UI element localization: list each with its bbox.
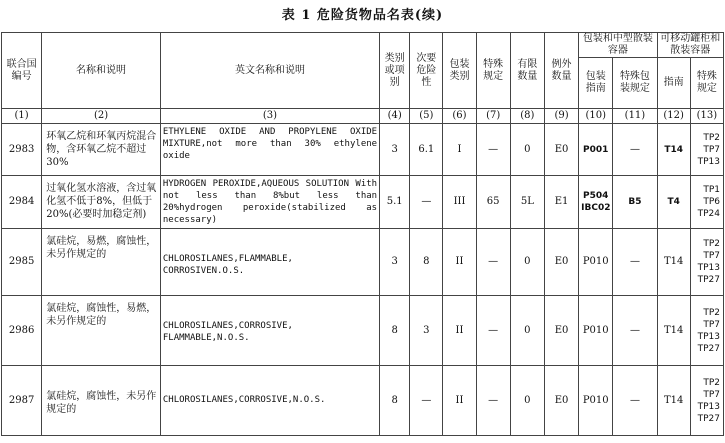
- col-number: (2): [42, 109, 161, 124]
- special-provision: —: [476, 229, 510, 296]
- table-row: [2, 296, 724, 366]
- un-number: 2984: [2, 176, 42, 229]
- header-class: 类别或项别: [380, 33, 410, 109]
- excepted-quantity: E0: [544, 296, 578, 366]
- class: 5.1: [380, 176, 410, 229]
- sub-risk: —: [410, 366, 443, 436]
- special-packing: —: [613, 229, 657, 296]
- tank-instruction: T14: [657, 124, 690, 176]
- name-en: CHLOROSILANES,CORROSIVE,N.O.S.: [160, 366, 379, 436]
- name-zh: 过氧化氢水溶液，含过氧化氢不低于8%，但低于20%(必要时加稳定剂): [42, 176, 161, 229]
- sub-risk: 8: [410, 229, 443, 296]
- excepted-quantity: E0: [544, 229, 578, 296]
- class: 8: [380, 296, 410, 366]
- header-special-provisions: 特殊规定: [476, 33, 510, 109]
- tank-special: TP2 TP7 TP13 TP27: [690, 229, 723, 296]
- un-number: 2987: [2, 366, 42, 436]
- special-provision: —: [476, 124, 510, 176]
- dangerous-goods-table: [1, 32, 724, 436]
- col-number: (4): [380, 109, 410, 124]
- name-zh: 环氧乙烷和环氧丙烷混合物，含环氧乙烷不超过30%: [42, 124, 161, 176]
- header-limited-quantity: 有限数量: [510, 33, 544, 109]
- limited-quantity: 0: [510, 124, 544, 176]
- limited-quantity: 0: [510, 296, 544, 366]
- limited-quantity: 0: [510, 366, 544, 436]
- tank-special: TP1 TP6 TP24: [690, 176, 723, 229]
- col-number: (11): [613, 109, 657, 124]
- special-packing: —: [613, 296, 657, 366]
- name-en: ETHYLENE OXIDE AND PROPYLENE OXIDE MIXTURE,not more than 30% ethylene oxide: [160, 124, 379, 176]
- packing-group: III: [443, 176, 476, 229]
- special-packing: —: [613, 366, 657, 436]
- name-zh: 氯硅烷，腐蚀性，未另作规定的: [42, 366, 161, 436]
- sub-risk: 3: [410, 296, 443, 366]
- excepted-quantity: E0: [544, 124, 578, 176]
- table-title: 表 1 危险货物品名表(续): [281, 8, 444, 23]
- special-packing: B5: [613, 176, 657, 229]
- packing-instruction: P504 IBC02: [579, 176, 613, 229]
- name-zh: 氯硅烷，易燃，腐蚀性，未另作规定的: [42, 229, 161, 296]
- tank-special: TP2 TP7 TP13: [690, 124, 723, 176]
- excepted-quantity: E1: [544, 176, 578, 229]
- packing-group: II: [443, 296, 476, 366]
- packing-instruction: P001: [579, 124, 613, 176]
- header-tank-special: 特殊规定: [690, 58, 723, 109]
- col-number: (7): [476, 109, 510, 124]
- col-number: (3): [160, 109, 379, 124]
- header-sub-risk: 次要危险性: [410, 33, 443, 109]
- col-number: (5): [410, 109, 443, 124]
- header-name-en: 英文名称和说明: [160, 33, 379, 109]
- col-number: (8): [510, 109, 544, 124]
- table-row: [2, 124, 724, 176]
- name-zh: 氯硅烷，腐蚀性，易燃，未另作规定的: [42, 296, 161, 366]
- header-excepted-quantity: 例外数量: [544, 33, 578, 109]
- table-row: [2, 176, 724, 229]
- name-en: HYDROGEN PEROXIDE,AQUEOUS SOLUTION With not less than 8%but less than 20%hydrogen peroxide(stabilized as necessary): [160, 176, 379, 229]
- packing-instruction: P010: [579, 229, 613, 296]
- header-packing-instruction: 包装指南: [579, 58, 613, 109]
- header-un-no: 联合国编号: [2, 33, 42, 109]
- class: 3: [380, 124, 410, 176]
- header-special-packing: 特殊包装规定: [613, 58, 657, 109]
- sub-risk: 6.1: [410, 124, 443, 176]
- header-packing-group: 包装类别: [443, 33, 476, 109]
- tank-special: TP2 TP7 TP13 TP27: [690, 366, 723, 436]
- class: 8: [380, 366, 410, 436]
- col-number: (13): [690, 109, 723, 124]
- name-en: CHLOROSILANES,CORROSIVE, FLAMMABLE,N.O.S.: [160, 296, 379, 366]
- table-row: [2, 229, 724, 296]
- packing-group: II: [443, 229, 476, 296]
- packing-group: II: [443, 366, 476, 436]
- packing-instruction: P010: [579, 296, 613, 366]
- un-number: 2983: [2, 124, 42, 176]
- class: 3: [380, 229, 410, 296]
- col-number: (1): [2, 109, 42, 124]
- packing-instruction: P010: [579, 366, 613, 436]
- tank-instruction: T4: [657, 176, 690, 229]
- packing-group: I: [443, 124, 476, 176]
- header-tank-instruction: 指南: [657, 58, 690, 109]
- tank-instruction: T14: [657, 366, 690, 436]
- tank-instruction: T14: [657, 229, 690, 296]
- special-provision: —: [476, 366, 510, 436]
- header-tank-group: 可移动罐柜和散装容器: [657, 33, 723, 58]
- excepted-quantity: E0: [544, 366, 578, 436]
- col-number: (9): [544, 109, 578, 124]
- col-number: (10): [579, 109, 613, 124]
- limited-quantity: 5L: [510, 176, 544, 229]
- col-number: (12): [657, 109, 690, 124]
- special-provision: 65: [476, 176, 510, 229]
- un-number: 2985: [2, 229, 42, 296]
- limited-quantity: 0: [510, 229, 544, 296]
- sub-risk: —: [410, 176, 443, 229]
- name-en: CHLOROSILANES,FLAMMABLE, CORROSIVEN.O.S.: [160, 229, 379, 296]
- tank-special: TP2 TP7 TP13 TP27: [690, 296, 723, 366]
- special-packing: —: [613, 124, 657, 176]
- special-provision: —: [476, 296, 510, 366]
- tank-instruction: T14: [657, 296, 690, 366]
- header-name-zh: 名称和说明: [42, 33, 161, 109]
- un-number: 2986: [2, 296, 42, 366]
- table-row: [2, 366, 724, 436]
- col-number: (6): [443, 109, 476, 124]
- header-packaging-group: 包装和中型散装容器: [579, 33, 657, 58]
